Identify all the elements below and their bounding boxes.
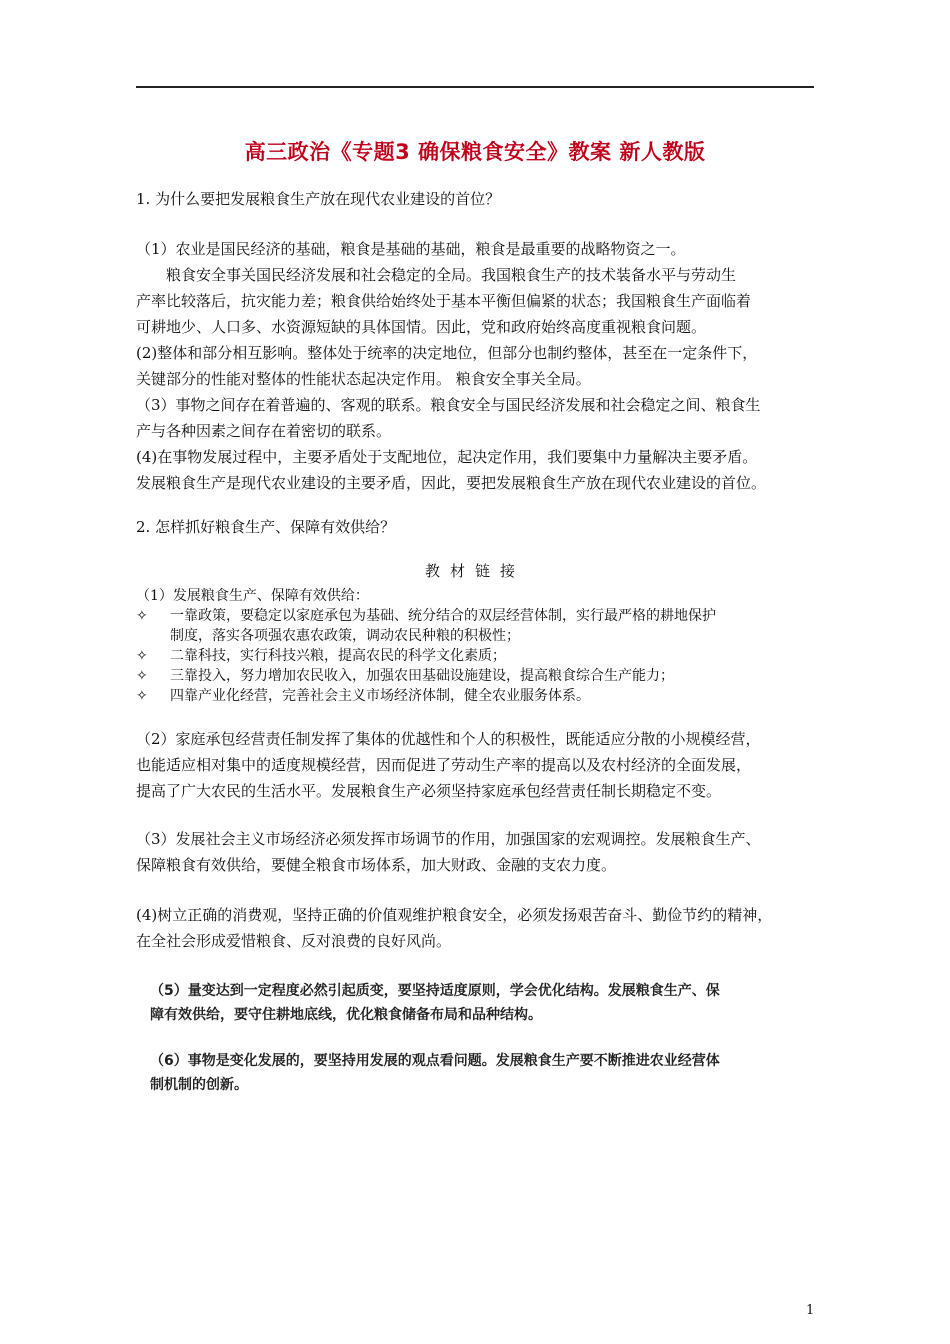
p3-line-2: 保障粮食有效供给，要健全粮食市场体系，加大财政、金融的支农力度。 [136, 856, 617, 874]
list-item-continuation: 制度，落实各项强农惠农政策，调动农民种粮的积极性； [170, 628, 520, 644]
list-item [136, 686, 816, 706]
question-2: 2. 怎样抓好粮食生产、保障有效供给？ [136, 518, 396, 536]
list-item [136, 606, 816, 626]
list-item [136, 646, 816, 666]
list-item-text: 一靠政策，要稳定以家庭承包为基础、统分结合的双层经营体制，实行最严格的耕地保护 [170, 608, 716, 624]
p4-line-2: 在全社会形成爱惜粮食、反对浪费的良好风尚。 [136, 932, 452, 950]
p5-line-1: （5）量变达到一定程度必然引起质变，要坚持适度原则，学会优化结构。发展粮食生产、保 [150, 983, 720, 999]
q1-line-8: 产与各种因素之间存在着密切的联系。 [136, 422, 392, 440]
bullet-icon: ✧ [136, 688, 148, 704]
list-item-text: 三靠投入，努力增加农民收入，加强农田基础设施建设，提高粮食综合生产能力； [170, 668, 674, 684]
q1-line-6: 关键部分的性能对整体的性能状态起决定作用。 粮食安全事关全局。 [136, 370, 591, 388]
bullet-list [136, 586, 816, 706]
p3-line-1: （3）发展社会主义市场经济必须发挥市场调节的作用，加强国家的宏观调控。发展粮食生产、 [136, 830, 761, 848]
list-item-text: 二靠科技，实行科技兴粮，提高农民的科学文化素质； [170, 648, 506, 664]
q1-line-4: 可耕地少、人口多、水资源短缺的具体国情。因此，党和政府始终高度重视粮食问题。 [136, 318, 707, 336]
p5-line-2: 障有效供给，要守住耕地底线，优化粮食储备布局和品种结构。 [150, 1007, 542, 1023]
textbook-link-heading: 教材链接 [424, 562, 525, 580]
q1-line-9: (4)在事物发展过程中，主要矛盾处于支配地位，起决定作用，我们要集中力量解决主要矛盾。 [136, 448, 758, 466]
list-intro: （1）发展粮食生产、保障有效供给： [136, 588, 369, 604]
p6-line-1: （6）事物是变化发展的，要坚持用发展的观点看问题。发展粮食生产要不断推进农业经营体 [150, 1053, 720, 1069]
q1-line-2: 粮食安全事关国民经济发展和社会稳定的全局。我国粮食生产的技术装备水平与劳动生 [136, 266, 737, 284]
page-number: 1 [806, 1303, 815, 1318]
q1-line-1: （1）农业是国民经济的基础，粮食是基础的基础，粮食是最重要的战略物资之一。 [136, 240, 686, 258]
q1-line-7: （3）事物之间存在着普遍的、客观的联系。粮食安全与国民经济发展和社会稳定之间、粮食生 [136, 396, 761, 414]
list-item [136, 666, 816, 686]
header-rule [136, 86, 814, 88]
q1-line-10: 发展粮食生产是现代农业建设的主要矛盾，因此，要把发展粮食生产放在现代农业建设的首位。 [136, 474, 767, 492]
p4-line-1: (4)树立正确的消费观，坚持正确的价值观维护粮食安全，必须发扬艰苦奋斗、勤俭节约的精神， [136, 906, 773, 924]
bullet-icon: ✧ [136, 608, 148, 624]
q1-line-5: (2)整体和部分相互影响。整体处于统率的决定地位，但部分也制约整体，甚至在一定条件下， [136, 344, 758, 362]
bullet-icon: ✧ [136, 668, 148, 684]
p2-line-3: 提高了广大农民的生活水平。发展粮食生产必须坚持家庭承包经营责任制长期稳定不变。 [136, 782, 722, 800]
q1-line-3: 产率比较落后，抗灾能力差；粮食供给始终处于基本平衡但偏紧的状态；我国粮食生产面临着 [136, 292, 752, 310]
document-title: 高三政治《专题3 确保粮食安全》教案 新人教版 [244, 140, 706, 164]
p2-line-2: 也能适应相对集中的适度规模经营，因而促进了劳动生产率的提高以及农村经济的全面发展， [136, 756, 752, 774]
p6-line-2: 制机制的创新。 [150, 1077, 248, 1093]
list-item-text: 四靠产业化经营，完善社会主义市场经济体制，健全农业服务体系。 [170, 688, 590, 704]
question-1: 1. 为什么要把发展粮食生产放在现代农业建设的首位？ [136, 190, 501, 208]
bullet-icon: ✧ [136, 648, 148, 664]
p2-line-1: （2）家庭承包经营责任制发挥了集体的优越性和个人的积极性，既能适应分散的小规模经营， [136, 730, 761, 748]
